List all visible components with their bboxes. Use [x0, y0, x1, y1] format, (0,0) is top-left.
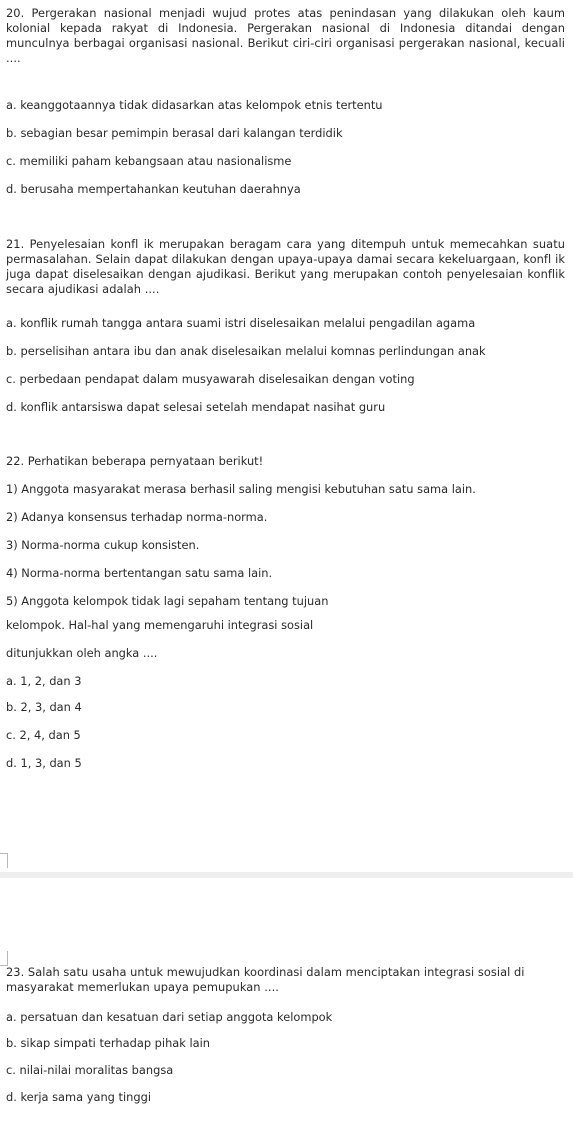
question-22-statement-5: 5) Anggota kelompok tidak lagi sepaham tentang tujuan: [6, 594, 329, 608]
page-corner-mark-top: [0, 853, 8, 868]
question-23-option-a: a. persatuan dan kesatuan dari setiap anggota kelompok: [6, 1010, 333, 1024]
question-22-statement-4: 4) Norma-norma bertentangan satu sama lain.: [6, 566, 273, 580]
question-22-statement-2: 2) Adanya konsensus terhadap norma-norma.: [6, 510, 268, 524]
question-20-option-a: a. keanggotaannya tidak didasarkan atas kelompok etnis tertentu: [6, 98, 383, 112]
question-22-option-b: b. 2, 3, dan 4: [6, 700, 82, 714]
question-20-option-c: c. memiliki paham kebangsaan atau nasionalisme: [6, 154, 292, 168]
question-22-statement-1: 1) Anggota masyarakat merasa berhasil saling mengisi kebutuhan satu sama lain.: [6, 482, 476, 496]
question-20-stem: 20. Pergerakan nasional menjadi wujud protes atas penindasan yang dilakukan oleh kaum kolonial kepada rakyat di Indonesia. Pergerakan nasional di Indonesia ditandai dengan munculnya berbagai organisasi nasional. Berikut ciri-ciri organisasi pergerakan nasional, kecuali ....: [6, 6, 565, 65]
question-21-option-a: a. konflik rumah tangga antara suami istri diselesaikan melalui pengadilan agama: [6, 316, 476, 330]
question-23-stem: 23. Salah satu usaha untuk mewujudkan koordinasi dalam menciptakan integrasi sosial di masyarakat memerlukan upaya pemupukan ....: [6, 965, 525, 994]
question-21-option-c: c. perbedaan pendapat dalam musyawarah diselesaikan dengan voting: [6, 372, 415, 386]
question-23-option-d: d. kerja sama yang tinggi: [6, 1090, 151, 1104]
question-22-option-d: d. 1, 3, dan 5: [6, 756, 82, 770]
question-23-option-c: c. nilai-nilai moralitas bangsa: [6, 1063, 174, 1077]
question-22-statement-3: 3) Norma-norma cukup konsisten.: [6, 538, 200, 552]
question-22-option-c: c. 2, 4, dan 5: [6, 728, 81, 742]
page-corner-mark-bottom: [0, 951, 8, 966]
question-20-option-b: b. sebagian besar pemimpin berasal dari kalangan terdidik: [6, 126, 343, 140]
question-23-option-b: b. sikap simpati terhadap pihak lain: [6, 1036, 211, 1050]
question-22-option-a: a. 1, 2, dan 3: [6, 674, 82, 688]
question-21-option-d: d. konflik antarsiswa dapat selesai setelah mendapat nasihat guru: [6, 400, 386, 414]
question-21-stem: 21. Penyelesaian konfl ik merupakan beragam cara yang ditempuh untuk memecahkan suatu permasalahan. Selain dapat dilakukan dengan upaya-upaya damai secara kekeluargaan, konfl ik juga dapat diselesaikan dengan ajudikasi. Berikut yang merupakan contoh penyelesaian konflik secara ajudikasi adalah ....: [6, 237, 565, 296]
question-22-stem: 22. Perhatikan beberapa pernyataan berikut!: [6, 454, 264, 468]
question-21-option-b: b. perselisihan antara ibu dan anak diselesaikan melalui komnas perlindungan anak: [6, 344, 486, 358]
question-20-option-d: d. berusaha mempertahankan keutuhan daerahnya: [6, 182, 301, 196]
question-22-continuation-2: ditunjukkan oleh angka ....: [6, 646, 158, 660]
page-divider: [0, 872, 573, 878]
question-22-continuation-1: kelompok. Hal-hal yang memengaruhi integrasi sosial: [6, 618, 314, 632]
